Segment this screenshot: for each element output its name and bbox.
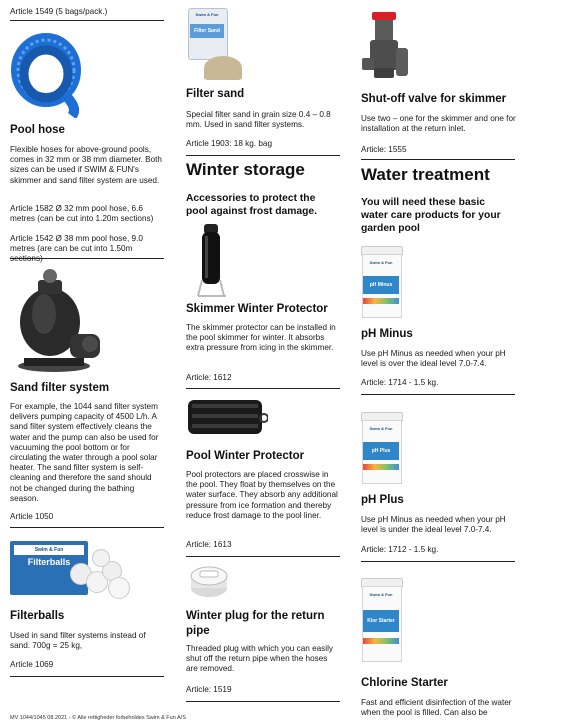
pool-hose-desc: Flexible hoses for above-ground pools, comes in 32 mm or 38 mm diameter. Both sizes can be used if SWIM & FUN's skimmer and sand filter system are used. [10, 145, 162, 185]
winter-plug-image [186, 562, 232, 600]
winter-plug-title: Winter plug for the return pipe [186, 610, 325, 637]
ph-minus-tub-image [361, 246, 401, 316]
pool-winter-title: Pool Winter Protector [186, 450, 305, 462]
filterballs-article: Article 1069 [10, 660, 54, 669]
shutoff-valve-article: Article: 1555 [361, 145, 407, 154]
box-name: Filterballs [27, 557, 71, 567]
filter-sand-title: Filter sand [186, 88, 245, 100]
ph-plus-desc: Use pH Minus as needed when your pH level is under the ideal level 7.0-7.4. [361, 515, 506, 535]
shutoff-valve-desc: Use two – one for the skimmer and one for installation at the return inlet. [361, 114, 516, 134]
filter-sand-desc: Special filter sand in grain size 0.4 – 0.8 mm. Used in sand filter systems. [186, 110, 331, 130]
pool-hose-article-38: Article 1542 Ø 38 mm pool hose, 9.0 metres (are can be cut into 1.50m sections) [10, 234, 143, 264]
pool-protector-image [184, 394, 268, 444]
divider [10, 20, 164, 21]
divider [10, 527, 164, 528]
divider [10, 676, 164, 677]
footer-copyright: MV 1044/1045 08.2021 - © Alle rettigheder forbeholdes Swim & Fun A/S [10, 715, 186, 721]
divider [186, 388, 340, 389]
tub-brand: Swim & Fun [369, 426, 393, 431]
ph-minus-desc: Use pH Minus as needed when your pH level is over the ideal level 7.0-7.4. [361, 349, 506, 369]
skimmer-protector-image [192, 222, 232, 298]
skimmer-winter-desc: The skimmer protector can be installed in the pool skimmer for winter. It absorbs extra pressure from icing in the skimmer. [186, 323, 336, 353]
bag-label: Filter Sand [190, 24, 224, 38]
filter-sand-article: Article 1903: 18 kg. bag [186, 139, 273, 148]
divider [361, 394, 515, 395]
winter-plug-desc: Threaded plug with which you can easily shut off the return pipe when the hoses are removed. [186, 644, 334, 674]
filterballs-title: Filterballs [10, 610, 65, 622]
pool-hose-title: Pool hose [10, 124, 65, 136]
sand-filter-article: Article 1050 [10, 512, 54, 521]
tub-label: Klor Starter [363, 610, 399, 632]
sand-filter-image [10, 266, 106, 374]
water-treatment-heading: Water treatment [361, 165, 490, 184]
tub-label: pH Minus [363, 276, 399, 294]
divider [361, 561, 515, 562]
shutoff-valve-title: Shut-off valve for skimmer [361, 93, 507, 105]
divider [186, 155, 340, 156]
pool-winter-desc: Pool protectors are placed crosswise in the pool. They float by themselves on the water surface. They absorb any additional pressure from ice formation and thereby reduce frost damage to the pool liner. [186, 470, 338, 520]
box-brand: Swim & Fun [14, 545, 84, 555]
tub-label: pH Plus [363, 442, 399, 460]
chlorine-desc: Fast and efficient disinfection of the water when the pool is filled. Can also be [361, 698, 512, 718]
winter-storage-heading: Winter storage [186, 160, 305, 179]
pool-hose-image [8, 28, 84, 118]
skimmer-winter-article: Article: 1612 [186, 373, 232, 382]
article-top: Article 1549 (5 bags/pack.) [10, 7, 108, 16]
ph-minus-title: pH Minus [361, 328, 413, 340]
shutoff-valve-image [360, 10, 410, 82]
skimmer-winter-title: Skimmer Winter Protector [186, 303, 328, 315]
divider [186, 556, 340, 557]
divider [361, 159, 515, 160]
chlorine-tub-image [361, 578, 401, 660]
divider [186, 701, 340, 702]
winter-storage-lead: Accessories to protect the pool against frost damage. [186, 193, 318, 217]
tub-brand: Swim & Fun [369, 260, 393, 265]
pool-hose-article-32: Article 1582 Ø 32 mm pool hose, 6.6 metres (can be cut into 1.20m sections) [10, 204, 154, 224]
chlorine-title: Chlorine Starter [361, 677, 448, 689]
sand-filter-title: Sand filter system [10, 382, 110, 394]
ph-plus-article: Article: 1712 - 1.5 kg. [361, 545, 439, 554]
ph-plus-title: pH Plus [361, 494, 404, 506]
winter-plug-article: Article: 1519 [186, 685, 232, 694]
filterballs-image [8, 537, 130, 601]
bag-brand: Swim & Fun [195, 12, 219, 17]
divider [10, 258, 164, 259]
ph-minus-article: Article: 1714 - 1.5 kg. [361, 378, 439, 387]
pool-winter-article: Article: 1613 [186, 540, 232, 549]
sand-filter-desc: For example, the 1044 sand filter system delivers pumping capacity of 4500 L/h. A sand filter system effectively cleans the water and the pump can also be used for vacuuming the pool bottom or for circulating the water through a pool solar heater. The sand filter system is self-cleaning and therefore the sand should not be changed during the bathing season. [10, 402, 159, 503]
tub-brand: Swim & Fun [369, 592, 393, 597]
ph-plus-tub-image [361, 412, 401, 482]
filter-sand-bag-image [184, 8, 244, 82]
filterballs-desc: Used in sand filter systems instead of sand. 700g = 25 kg, [10, 631, 146, 651]
water-treatment-lead: You will need these basic water care products for your garden pool [361, 197, 501, 234]
